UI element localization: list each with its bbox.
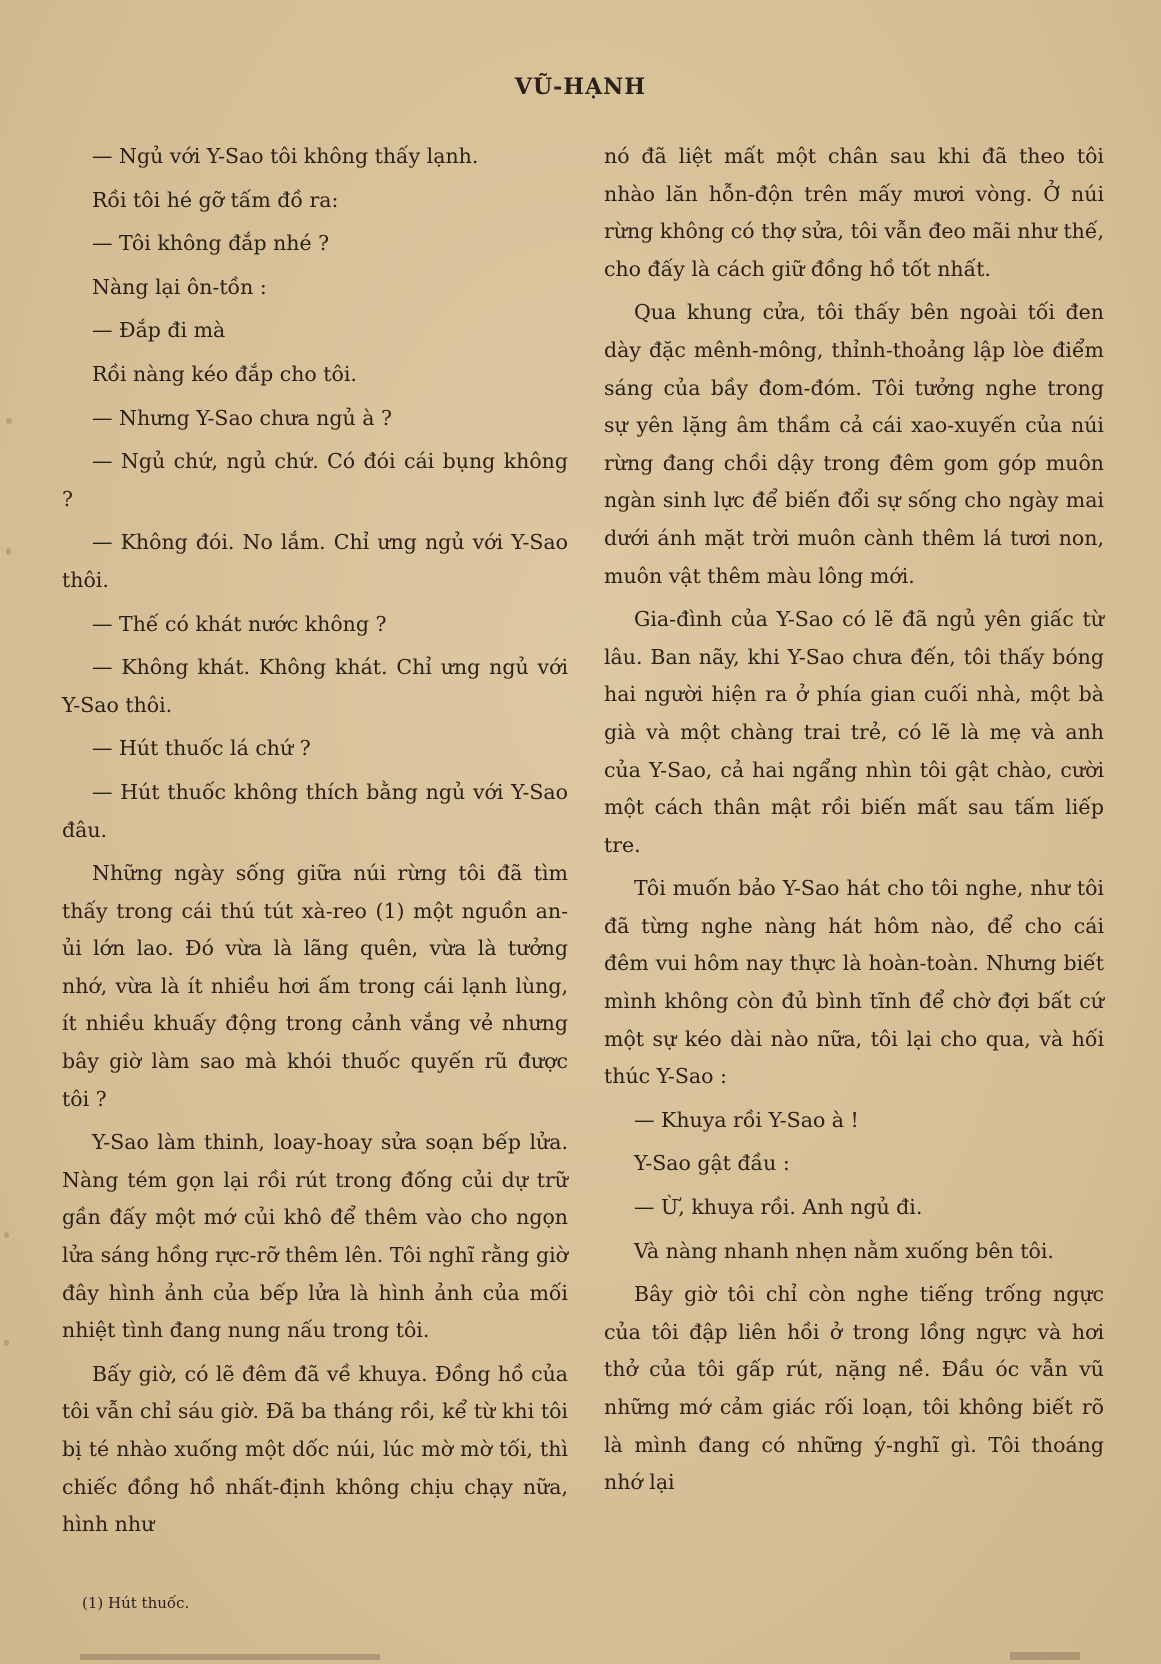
left-column xyxy=(62,138,568,1550)
paragraph: Y-Sao làm thinh, loay-hoay sửa soạn bếp lửa. Nàng tém gọn lại rồi rút trong đống củi dự trữ gần đấy một mớ củi khô để thêm vào cho ngọn lửa sáng hồng rực-rỡ thêm lên. Tôi nghĩ rằng giờ đây hình ảnh của bếp lửa là hình ảnh của mối nhiệt tình đang nung nấu trong tôi. xyxy=(62,1130,568,1343)
paragraph: Và nàng nhanh nhẹn nằm xuống bên tôi. xyxy=(634,1238,1054,1263)
paragraph: Nàng lại ôn-tồn : xyxy=(92,274,267,299)
paragraph: — Hút thuốc lá chứ ? xyxy=(92,736,311,761)
running-header: VŨ-HẠNH xyxy=(514,74,647,100)
paragraph: Gia-đình của Y-Sao có lẽ đã ngủ yên giấc từ lâu. Ban nãy, khi Y-Sao chưa đến, tôi thấy bóng hai người hiện ra ở phía gian cuối nhà, một bà già và một chàng trai trẻ, có lẽ là mẹ và anh của Y-Sao, cả hai ngẩng nhìn tôi gật chào, cười một cách thân mật rồi biến mất sau tấm liếp tre. xyxy=(604,607,1104,857)
page-footer-smudge xyxy=(0,1650,1161,1664)
paragraph: — Ngủ với Y-Sao tôi không thấy lạnh. xyxy=(92,144,479,168)
paragraph: — Khuya rồi Y-Sao à ! xyxy=(634,1107,859,1132)
paragraph: — Thế có khát nước không ? xyxy=(92,611,387,636)
paragraph: Y-Sao gật đầu : xyxy=(634,1151,790,1176)
paper-spot xyxy=(6,548,11,555)
paragraph: Bây giờ tôi chỉ còn nghe tiếng trống ngực của tôi đập liên hồi ở trong lồng ngực và hơi thở của tôi gấp rút, nặng nề. Đầu óc vẫn vũ những mớ cảm giác rối loạn, tôi không biết rõ là mình đang có những ý-nghĩ gì. Tôi thoáng nhớ lại xyxy=(604,1282,1104,1495)
paper-spot xyxy=(4,1232,9,1238)
paragraph: — Không đói. No lắm. Chỉ ưng ngủ với Y-Sao thôi. xyxy=(62,530,568,592)
paragraph: nó đã liệt mất một chân sau khi đã theo tôi nhào lăn hỗn-độn trên mấy mươi vòng. Ở núi rừng không có thợ sửa, tôi vẫn đeo mãi như thế, cho đấy là cách giữ đồng hồ tốt nhất. xyxy=(604,144,1104,281)
footer-smudge-left xyxy=(80,1654,380,1660)
paper-spot xyxy=(6,418,12,424)
paragraph: Những ngày sống giữa núi rừng tôi đã tìm thấy trong cái thú tút xà-reo (1) một nguồn an-ủi lớn lao. Đó vừa là lãng quên, vừa là tưởng nhớ, vừa là ít nhiều hơi ấm trong cái lạnh lùng, ít nhiều khuấy động trong cảnh vắng vẻ nhưng bây giờ làm sao mà khói thuốc quyến rũ được tôi ? xyxy=(62,861,568,1111)
paragraph: Bấy giờ, có lẽ đêm đã về khuya. Đồng hồ của tôi vẫn chỉ sáu giờ. Đã ba tháng rồi, kể từ khi tôi bị té nhào xuống một dốc núi, lúc mờ mờ tối, thì chiếc đồng hồ nhất-định không chịu chạy nữa, hình như xyxy=(62,1361,568,1537)
paragraph: — Không khát. Không khát. Chỉ ưng ngủ với Y-Sao thôi. xyxy=(62,655,568,717)
paragraph: — Ừ, khuya rồi. Anh ngủ đi. xyxy=(634,1195,923,1220)
paragraph: — Nhưng Y-Sao chưa ngủ à ? xyxy=(92,405,392,430)
paragraph: Qua khung cửa, tôi thấy bên ngoài tối đen dày đặc mênh-mông, thỉnh-thoảng lập lòe điểm sáng của bầy đom-đóm. Tôi tưởng nghe trong sự yên lặng âm thầm cả cái xao-xuyến của núi rừng đang chồi dậy trong đêm gom góp muôn ngàn sinh lực để biến đổi sự sống cho ngày mai dưới ánh mặt trời muôn cành thêm lá tươi non, muôn vật thêm màu lông mới. xyxy=(604,300,1104,588)
paragraph: — Tôi không đắp nhé ? xyxy=(92,231,330,256)
footer-smudge-right xyxy=(1010,1652,1080,1660)
footnote: (1) Hút thuốc. xyxy=(82,1594,190,1612)
paragraph: Rồi tôi hé gỡ tấm đồ ra: xyxy=(92,187,339,212)
paragraph: Rồi nàng kéo đắp cho tôi. xyxy=(92,361,357,386)
paragraph: Tôi muốn bảo Y-Sao hát cho tôi nghe, như tôi đã từng nghe nàng hát hôm nào, để cho cái đêm vui hôm nay thực là hoàn-toàn. Nhưng biết mình không còn đủ bình tĩnh để chờ đợi bất cứ một sự kéo dài nào nữa, tôi lại cho qua, và hối thúc Y-Sao : xyxy=(604,876,1104,1089)
paper-spot xyxy=(4,1340,9,1346)
paragraph: — Ngủ chứ, ngủ chứ. Có đói cái bụng không ? xyxy=(62,449,568,511)
paragraph: — Đắp đi mà xyxy=(92,318,226,343)
paragraph: — Hút thuốc không thích bằng ngủ với Y-Sao đâu. xyxy=(62,779,568,842)
right-column xyxy=(604,138,1104,1508)
